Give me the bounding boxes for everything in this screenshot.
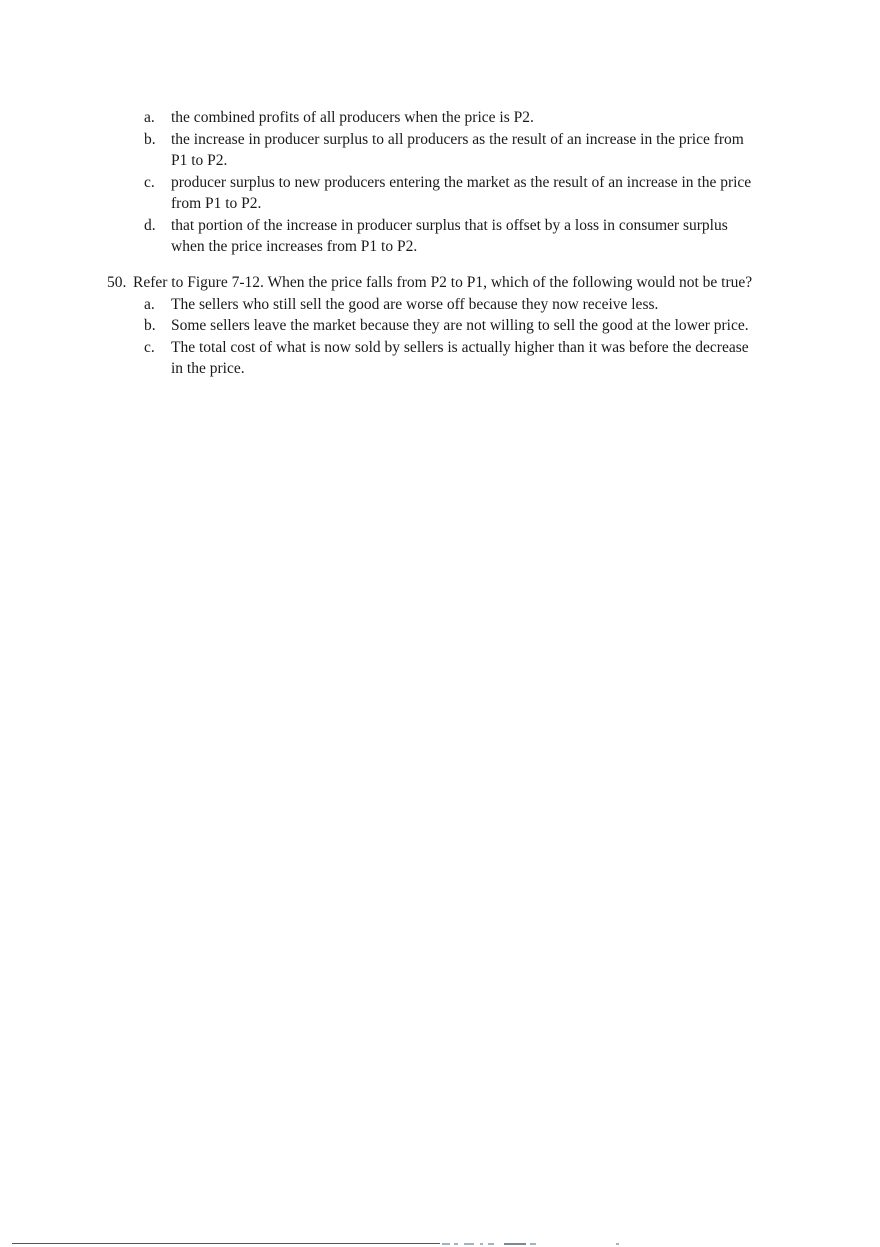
option-letter: a. [144,295,155,313]
previous-question-options [144,107,764,258]
option-letter: c. [144,173,155,191]
option-d [144,215,764,258]
option-letter: a. [144,109,155,126]
option-b [144,315,757,337]
option-text: Some sellers leave the market because they are not willing to sell the good at the lower price. [171,317,749,334]
option-b [144,129,764,172]
option-letter: d. [144,216,156,234]
footer-scan-marks [440,1242,620,1246]
footer-rule [12,1243,440,1244]
question-stem [107,272,757,294]
question-text: Refer to Figure 7-12. When the price falls from P2 to P1, which of the following would not be true? [133,274,753,291]
option-text: The sellers who still sell the good are worse off because they now receive less. [171,295,659,313]
option-c [144,172,764,215]
question-50 [107,272,757,380]
option-text: the increase in producer surplus to all producers as the result of an increase in the price from P1 to P2. [171,130,744,169]
question-number: 50. [107,274,127,291]
option-letter: b. [144,130,156,148]
question-50-options [107,294,757,380]
option-letter: b. [144,317,156,334]
option-text: that portion of the increase in producer surplus that is offset by a loss in consumer surplus when the price increases from P1 to P2. [171,216,728,255]
option-c [144,337,757,380]
option-letter: c. [144,338,155,356]
option-text: The total cost of what is now sold by sellers is actually higher than it was before the decrease in the price. [171,338,749,377]
option-a [144,107,764,129]
option-text: producer surplus to new producers entering the market as the result of an increase in the price from P1 to P2. [171,173,752,212]
option-text: the combined profits of all producers when the price is P2. [171,109,534,126]
option-a [144,294,757,316]
